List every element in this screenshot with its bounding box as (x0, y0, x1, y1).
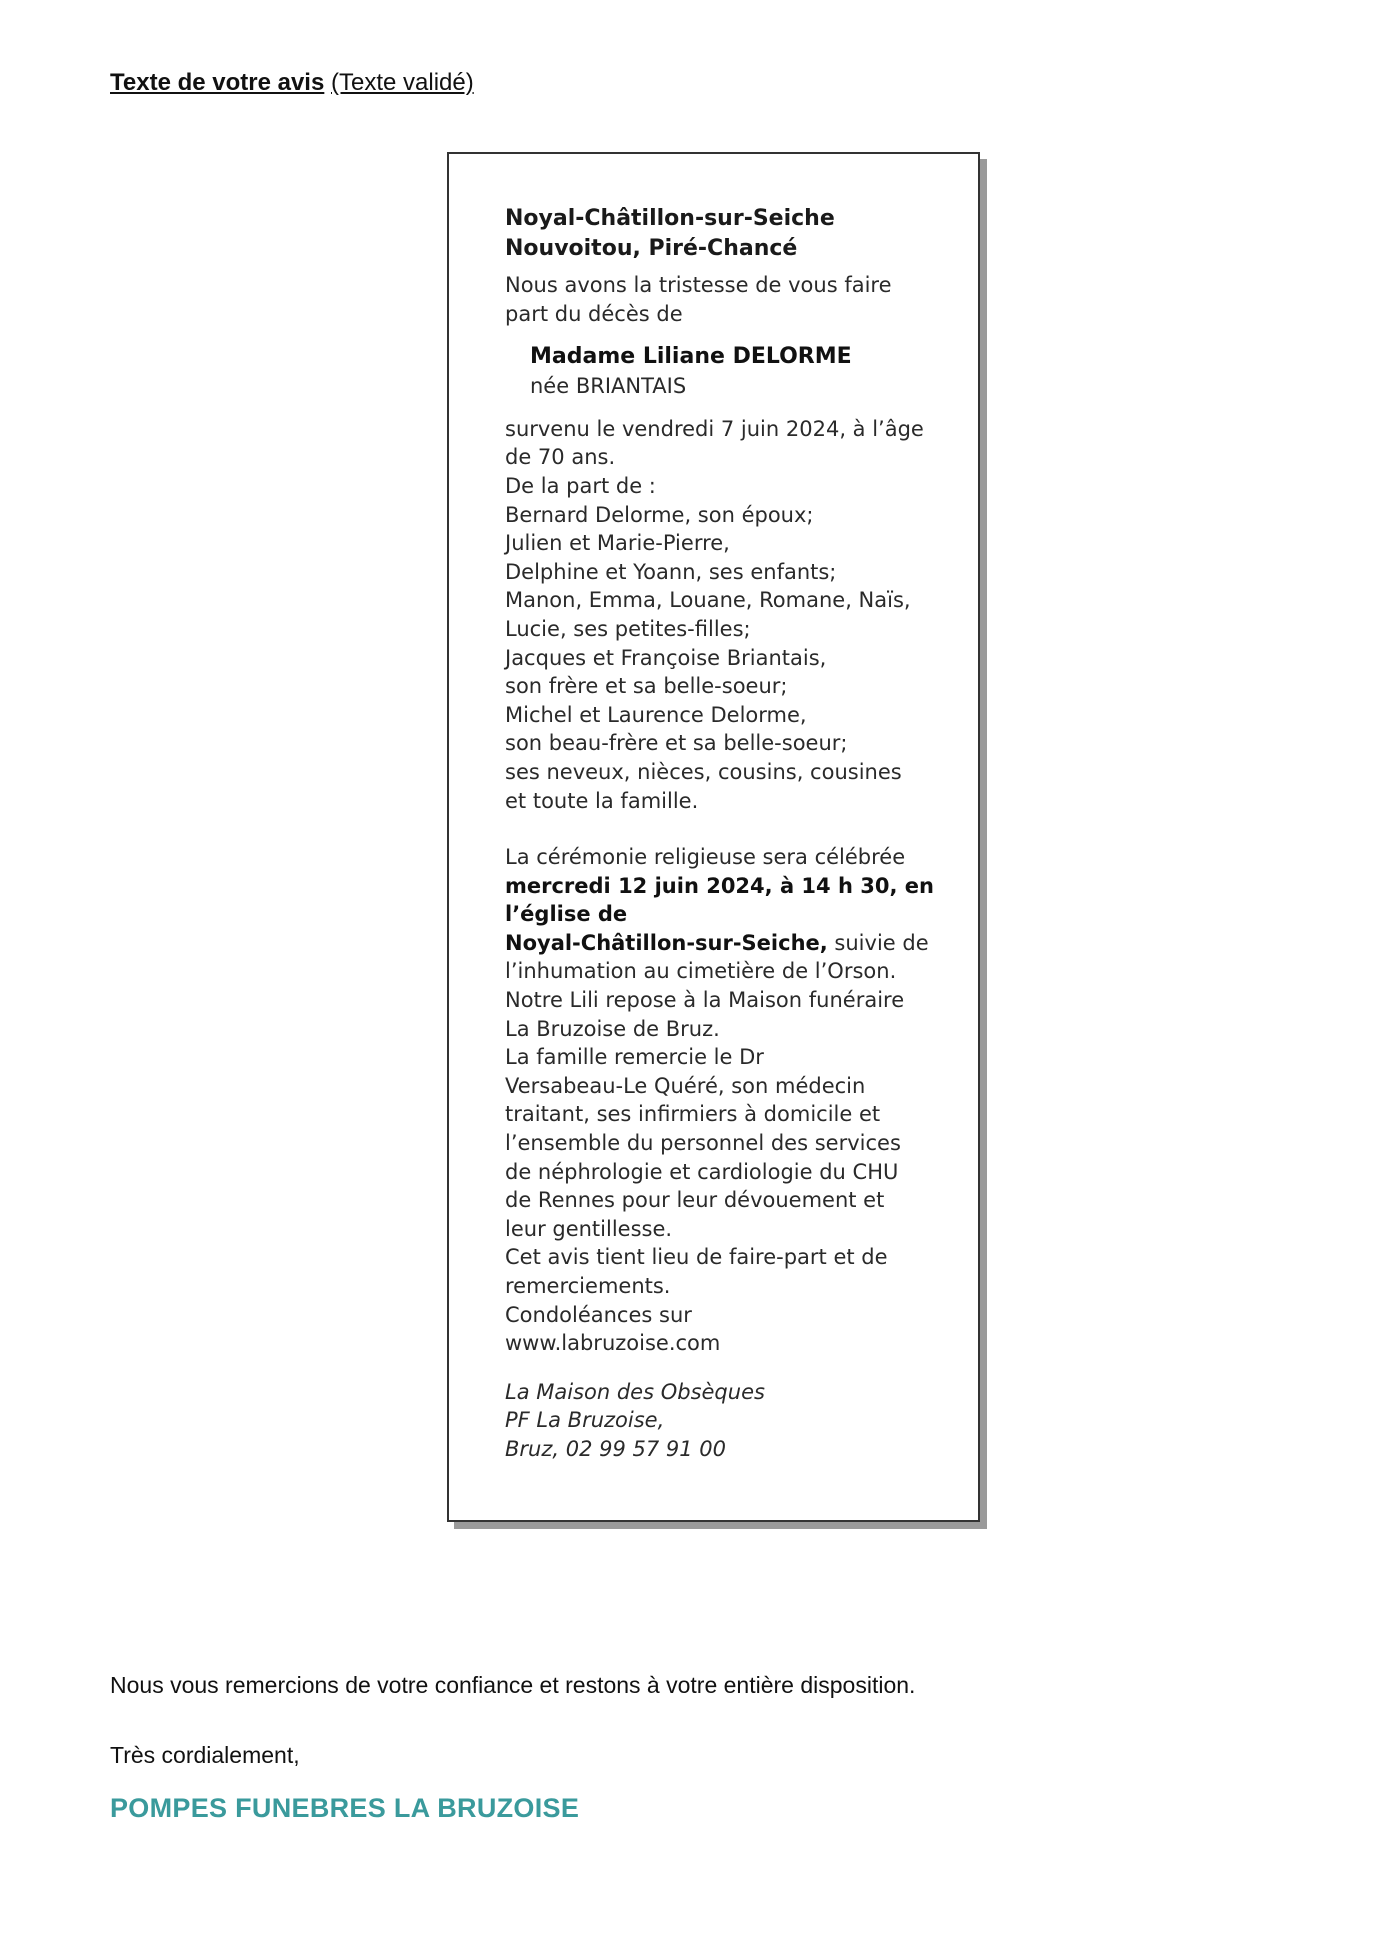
ceremony-line: Condoléances sur (505, 1302, 692, 1327)
ceremony-line: Cet avis tient lieu de faire-part et de (505, 1245, 888, 1270)
ceremony-line: remerciements. (505, 1274, 671, 1298)
notice-location-1: Noyal-Châtillon-sur-Seiche (505, 206, 835, 231)
ceremony-line: l’ensemble du personnel des services (505, 1131, 901, 1156)
family-line: Delphine et Yoann, ses enfants; (505, 559, 837, 584)
ceremony-church: l’église de (505, 902, 628, 927)
notice-intro-1: Nous avons la tristesse de vous faire (505, 273, 892, 297)
ceremony-line: de néphrologie et cardiologie du CHU (505, 1159, 899, 1184)
heading-title: Texte de votre avis (110, 69, 325, 96)
heading-note: (Texte validé) (331, 69, 474, 96)
ceremony-line: Notre Lili repose à la Maison funéraire (505, 988, 905, 1013)
page-heading (110, 68, 474, 98)
website-text: www.labruzoise.com (505, 1331, 721, 1356)
family-list (505, 415, 938, 815)
funeral-home-block (505, 1378, 938, 1464)
deceased-name: Madame Liliane DELORME (530, 344, 852, 370)
company-signature: POMPES FUNEBRES LA BRUZOISE (110, 1793, 580, 1823)
funeral-home-line: Bruz, 02 99 57 91 00 (505, 1436, 727, 1461)
ceremony-line: traitant, ses infirmiers à domicile et (505, 1102, 881, 1127)
family-line: son frère et sa belle-soeur; (505, 674, 788, 699)
deceased-block (505, 342, 938, 401)
death-notice-box (447, 152, 980, 1522)
ceremony-date: mercredi 12 juin 2024, à 14 h 30, en (505, 873, 934, 898)
ceremony-line: La famille remercie le Dr (505, 1045, 764, 1070)
closing-text: Très cordialement, (110, 1742, 300, 1768)
family-line: Michel et Laurence Delorme, (505, 702, 807, 727)
family-line: Julien et Marie-Pierre, (505, 531, 730, 556)
family-line: ses neveux, nièces, cousins, cousines (505, 759, 902, 784)
family-line: Bernard Delorme, son époux; (505, 502, 814, 527)
ceremony-town: Noyal-Châtillon-sur-Seiche, (505, 930, 828, 955)
funeral-home-line: La Maison des Obsèques (505, 1379, 765, 1404)
ceremony-after: suivie de (827, 930, 929, 955)
ceremony-line: leur gentillesse. (505, 1216, 673, 1241)
notice-intro-2: part du décès de (505, 301, 683, 326)
ceremony-line: de Rennes pour leur dévouement et (505, 1188, 885, 1213)
family-line: de 70 ans. (505, 445, 616, 470)
family-line: et toute la famille. (505, 788, 699, 813)
family-line: survenu le vendredi 7 juin 2024, à l’âge (505, 416, 924, 441)
family-line: Lucie, ses petites-filles; (505, 616, 751, 641)
notice-location-2: Nouvoitou, Piré-Chancé (505, 236, 798, 261)
funeral-home-line: PF La Bruzoise, (505, 1408, 665, 1433)
ceremony-line: Versabeau-Le Quéré, son médecin (505, 1073, 866, 1098)
family-line: De la part de : (505, 473, 656, 498)
ceremony-intro: La cérémonie religieuse sera célébrée (505, 845, 906, 870)
maiden-name: née BRIANTAIS (530, 374, 687, 399)
ceremony-line: l’inhumation au cimetière de l’Orson. (505, 959, 897, 984)
thanks-text: Nous vous remercions de votre confiance et restons à votre entière disposition. (110, 1672, 916, 1698)
ceremony-details (505, 843, 938, 1358)
ceremony-line: La Bruzoise de Bruz. (505, 1016, 720, 1041)
family-line: Manon, Emma, Louane, Romane, Naïs, (505, 588, 911, 613)
family-line: son beau-frère et sa belle-soeur; (505, 731, 848, 756)
family-line: Jacques et Françoise Briantais, (505, 645, 827, 670)
